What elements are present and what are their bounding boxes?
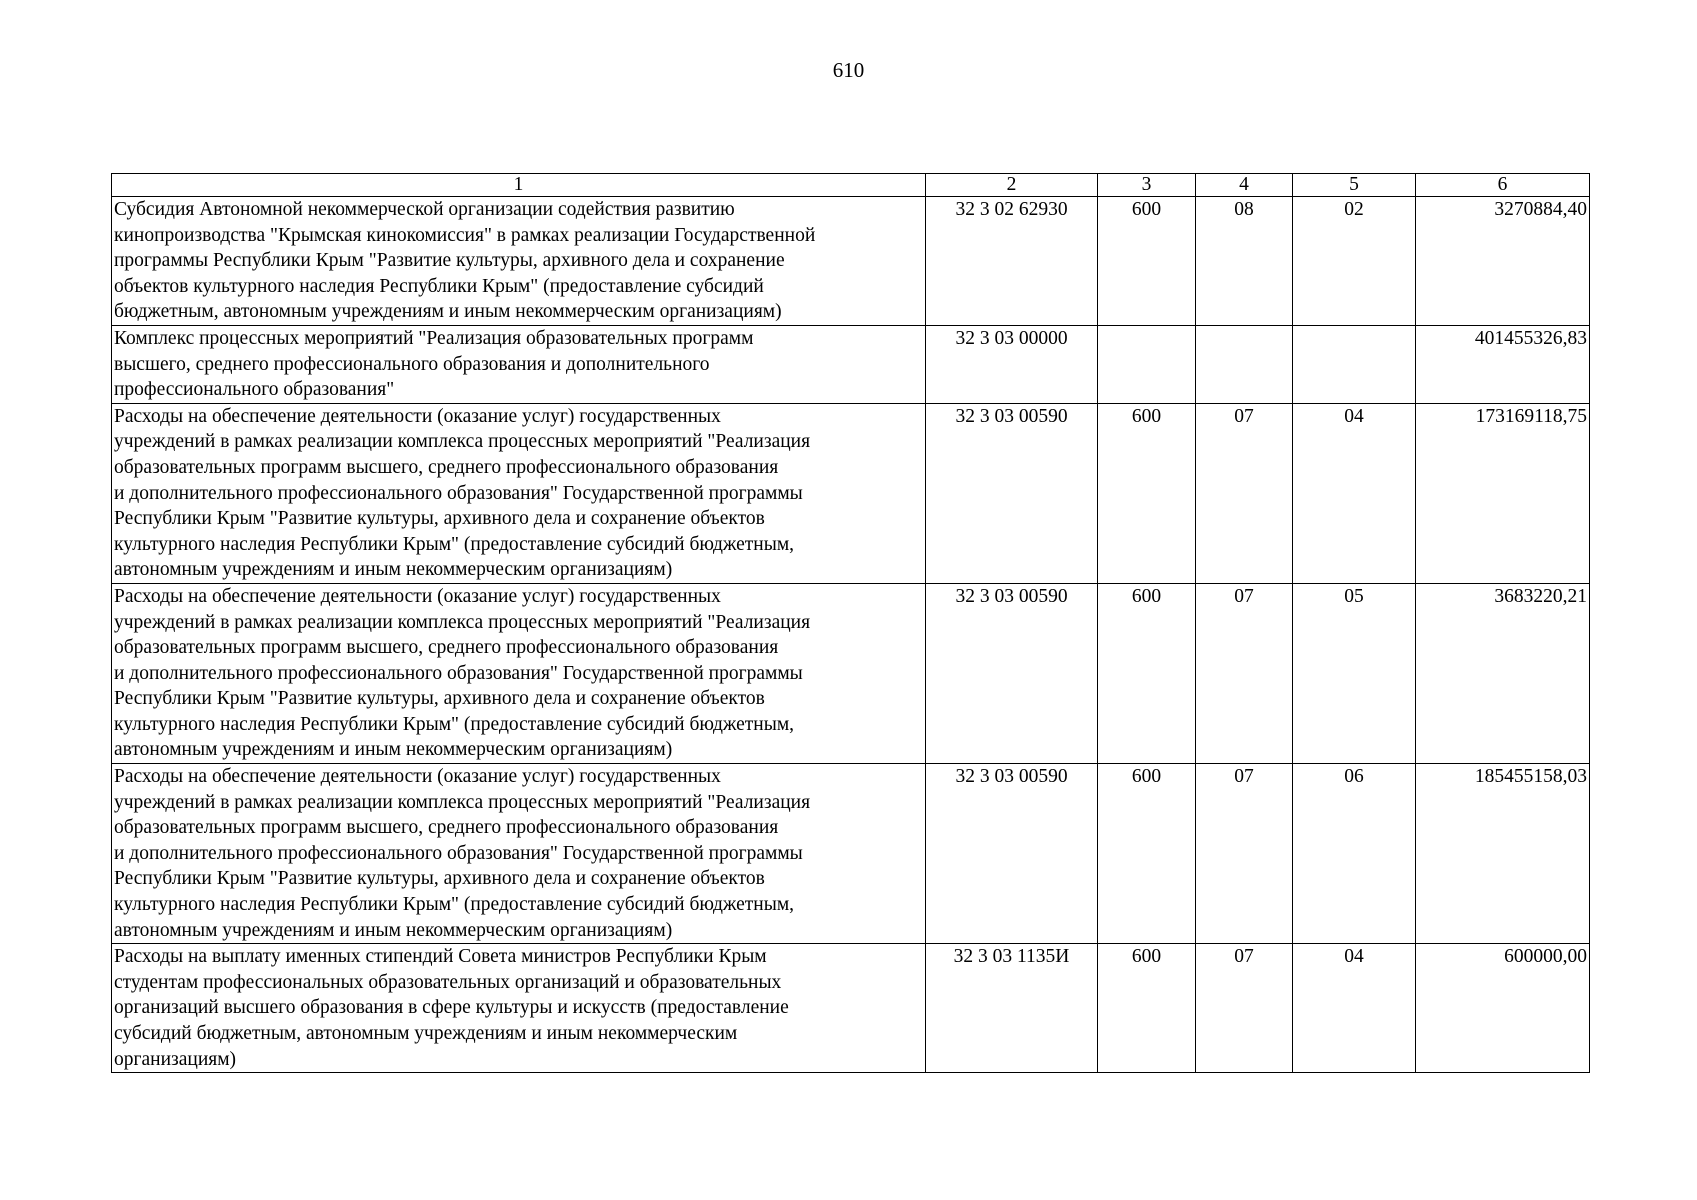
- row-amount: 401455326,83: [1416, 325, 1590, 403]
- column-header-6: 6: [1416, 174, 1590, 197]
- row-col5: [1293, 325, 1416, 403]
- row-description: Расходы на выплату именных стипендий Совета министров Республики Крым студентам профессиональных образовательных организаций и образовательных организаций высшего образования в сфере культуры и искусств (предоставление субсидий бюджетным, автономным учреждениям и иным некоммерческим организациям): [112, 944, 926, 1073]
- row-col4: 07: [1196, 944, 1293, 1073]
- row-amount: 3683220,21: [1416, 583, 1590, 763]
- row-description: Субсидия Автономной некоммерческой организации содействия развитию кинопроизводства "Крымская кинокомиссия" в рамках реализации Государственной программы Республики Крым "Развитие культуры, архивного дела и сохранение объектов культурного наследия Республики Крым" (предоставление субсидий бюджетным, автономным учреждениям и иным некоммерческим организациям): [112, 197, 926, 326]
- column-header-1: 1: [112, 174, 926, 197]
- row-amount: 3270884,40: [1416, 197, 1590, 326]
- row-col3: 600: [1098, 764, 1196, 944]
- row-col5: 05: [1293, 583, 1416, 763]
- row-code: 32 3 03 00590: [926, 403, 1098, 583]
- table-row: [112, 764, 1590, 944]
- row-description: Комплекс процессных мероприятий "Реализация образовательных программ высшего, среднего профессионального образования и дополнительного профессионального образования": [112, 325, 926, 403]
- row-description: Расходы на обеспечение деятельности (оказание услуг) государственных учреждений в рамках реализации комплекса процессных мероприятий "Реализация образовательных программ высшего, среднего профессионального образования и дополнительного профессионального образования" Государственной программы Республики Крым "Развитие культуры, архивного дела и сохранение объектов культурного наследия Республики Крым" (предоставление субсидий бюджетным, автономным учреждениям и иным некоммерческим организациям): [112, 764, 926, 944]
- row-col3: [1098, 325, 1196, 403]
- column-header-2: 2: [926, 174, 1098, 197]
- row-col4: 07: [1196, 764, 1293, 944]
- row-col5: 06: [1293, 764, 1416, 944]
- row-description: Расходы на обеспечение деятельности (оказание услуг) государственных учреждений в рамках реализации комплекса процессных мероприятий "Реализация образовательных программ высшего, среднего профессионального образования и дополнительного профессионального образования" Государственной программы Республики Крым "Развитие культуры, архивного дела и сохранение объектов культурного наследия Республики Крым" (предоставление субсидий бюджетным, автономным учреждениям и иным некоммерческим организациям): [112, 583, 926, 763]
- row-col3: 600: [1098, 944, 1196, 1073]
- row-col3: 600: [1098, 197, 1196, 326]
- column-header-3: 3: [1098, 174, 1196, 197]
- row-col3: 600: [1098, 583, 1196, 763]
- page-number: 610: [832, 58, 865, 82]
- table-row: [112, 197, 1590, 326]
- table-row: [112, 325, 1590, 403]
- header-row: [112, 174, 1590, 197]
- table-row: [112, 403, 1590, 583]
- row-col4: 07: [1196, 583, 1293, 763]
- column-header-4: 4: [1196, 174, 1293, 197]
- row-code: 32 3 03 00590: [926, 764, 1098, 944]
- budget-table: [111, 173, 1590, 1073]
- table-row: [112, 583, 1590, 763]
- row-description: Расходы на обеспечение деятельности (оказание услуг) государственных учреждений в рамках реализации комплекса процессных мероприятий "Реализация образовательных программ высшего, среднего профессионального образования и дополнительного профессионального образования" Государственной программы Республики Крым "Развитие культуры, архивного дела и сохранение объектов культурного наследия Республики Крым" (предоставление субсидий бюджетным, автономным учреждениям и иным некоммерческим организациям): [112, 403, 926, 583]
- row-amount: 173169118,75: [1416, 403, 1590, 583]
- row-code: 32 3 03 00590: [926, 583, 1098, 763]
- row-col3: 600: [1098, 403, 1196, 583]
- row-col4: [1196, 325, 1293, 403]
- table-header: [112, 174, 1590, 197]
- row-code: 32 3 03 1135И: [926, 944, 1098, 1073]
- row-code: 32 3 03 00000: [926, 325, 1098, 403]
- row-col4: 07: [1196, 403, 1293, 583]
- row-col5: 04: [1293, 944, 1416, 1073]
- row-amount: 185455158,03: [1416, 764, 1590, 944]
- row-col5: 02: [1293, 197, 1416, 326]
- row-col4: 08: [1196, 197, 1293, 326]
- row-amount: 600000,00: [1416, 944, 1590, 1073]
- row-code: 32 3 02 62930: [926, 197, 1098, 326]
- table-body: [112, 197, 1590, 1073]
- table-row: [112, 944, 1590, 1073]
- row-col5: 04: [1293, 403, 1416, 583]
- column-header-5: 5: [1293, 174, 1416, 197]
